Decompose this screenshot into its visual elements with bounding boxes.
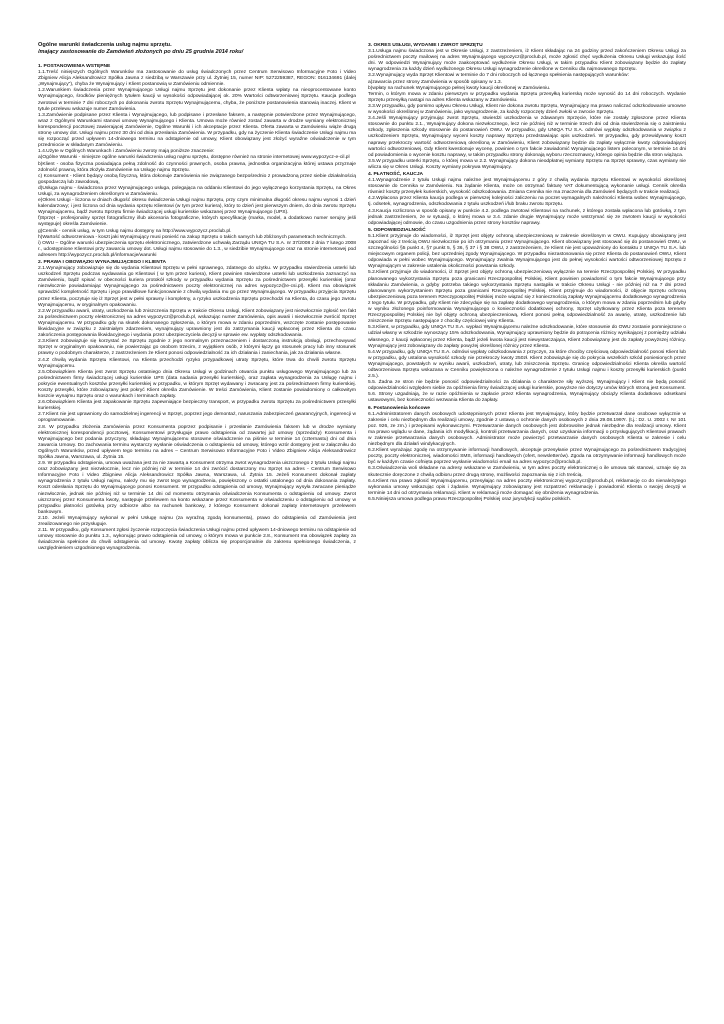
paragraph: 3.3.W przypadku, gdy pomimo upływu Okresu Usługi, Klient nie dokona zwrotu Sprzętu, Wynajmujący ma prawo naliczać odszkodowanie umowne w wysokości określonej w Zamówieniu, jako wynagrodzenie, za każdy rozpoczęty dzień zwłoki w zwrocie Sprzętu. (368, 103, 686, 116)
paragraph: 5.4.W przypadku, gdy UNIQA TU S.A. odmówi wypłaty odszkodowania z przyczyn, za które chociby częściową odpowiedzialność ponosi Klient lub w przypadku, gdy ustalona wysokość szkody nie przekroczy kwoty 250zł. Klient zobowiązuje się do pokrycia wszelkich szkód poniesionych przez Wynajmującego, powstałych w wyniku awarii, uszkodzeń, utraty, lub zniszczenia Sprzętu. Granicę odpowiedzialności Klienta określa wartość odtworzeniowa Sprzętu wskazana w Cenniku powiększona o należne wynagrodzenie z tytułu Usługi najmu i koszty przesyłki kurierskich (punkt 2.5.). (368, 349, 686, 380)
paragraph: 2.2.W przypadku awarii, utraty, uszkodzenia lub zniszczenia Sprzętu w trakcie Okresu Usługi, Klient zobowiązany jest niezwłocznie zgłosić ten fakt za pośrednictwem poczty elektronicznej na adres wypozycz@proclub.pl, wskazując numer Zamówienia, opis awarii i niezwłocznie zwrócić Sprzęt Wynajmującemu. W przypadku gdy na skutek dokonanego zgłoszenia, o którym mowa w zdaniu poprzednim, wszczęte zostanie postępowanie likwidacyjne w związku z zaistniałym zdarzeniem, wynajmujący uprawniony jest do zatrzymania kaucji wpłaconej przez Klienta do czasu zakończenia postępowania likwidacyjnego i wydania przez ubezpieczyciela decyzji w sprawie ew. wypłaty odszkodowania. (38, 308, 356, 339)
paragraph: 2.9. W przypadku odstąpienia, umowa uważana jest za nie zawartą a Konsument otrzyma zwrot wynagrodzenia uiszczonego z tytułu Usługi najmu oraz zobowiązany jest niezwłocznie, lecz nie później niż w terminie 14 dni zwrócić dostarczony mu Sprzęt na adres - Centrum Serwisowo Informacyjne Foto i Video Zbigniew Alicja Aleksandrowicz Spółka Jawna, Warszawa, ul. Żytnia 15. Jeżeli Konsument dokonał zapłaty wynagrodzenia z tytułu Usługi najmu, należy mu się zwrot tego wynagrodzenia, powiększony o ostatki ustalonego od dnia dokonania zapłaty. Koszt odesłania Sprzętu do Wynajmującego ponosi Konsument. W przypadku odstąpienia od umowy, Wynajmujący wysyła zwracane pieniądze niezwłocznie, jednak nie później niż w terminie 14 dni od momentu otrzymania oświadczenia Konsumenta o odstąpieniu od umowy. Zwrot uiszczonej przez Konsumenta kwoty, następuje przelewem na konto wskazane przez Konsumenta w oświadczeniu o odstąpieniu od umowy w przypadku płatności gotówką przy odbiorze albo na rachunek bankowy, z którego Konsument dokonał zapłaty internetowym przelewem bankowym. (38, 461, 356, 515)
document-title: Ogólne warunki świadczenia usług najmu sprzętu. (38, 42, 172, 48)
paragraph: c) Konsument - Klient będący osobą fizyczną, która dokonuje Zamówienia nie związanego bezpośrednio z prowadzoną przez siebie działalnością gospodarczą lub zawodową, (38, 173, 356, 185)
paragraph: b)Klient - osoba fizyczna posiadająca pełną zdolność do czynności prawnych, osoba prawna, jednostka organizacyjna której ustawa przyznaje zdolność prawną, która złożyła Zamówienie na Usługę najmu Sprzętu. (38, 161, 356, 173)
paragraph: a)zawarcia przez strony Zamówienia w sposób opisany w 1.3. (368, 79, 503, 85)
section-heading: 6. Postanowienia końcowe (368, 405, 430, 411)
paragraph: 4.1.Wynagrodzenie z tytułu Usługi najmu należne jest Wynajmującemu z góry z chwilą wydania Sprzętu Klientowi w wysokości określonej stosownie do Cennika w Zamówieniu. Na żądanie Klienta, może on otrzymać fakturę VAT dokumentującą wykonanie usługi. Cennik określa również koszty przesyłek kurierskich, wysokość odszkodowania. Zmiana Cennika nie ma znaczenia dla Zamówień będących w trakcie realizacji. (368, 178, 686, 196)
paragraph: 6.3.Oświadczenia woli składane na adresy wskazane w Zamówieniu, w tym adres poczty elektronicznej o ile umowa tak stanowi, uznaje się za skutecznie doręczone z chwilą odbioru przez drugą stronę, możliwości zapoznania się z ich treścią. (368, 466, 686, 478)
paragraph: 1.2.Warunkiem świadczenia przez Wynajmującego Usługi najmu Sprzętu jest dokonanie przez Klienta wpłaty na nieoprocentowane konto Wynajmującego, środków pieniężnych tytułem kaucji w wysokości odpowiadającej ok. 20% Wartości odtworzeniowej Sprzętu. Kaucja podlega zwrotowi w terminie 7 dni roboczych po dokonaniu zwrotu Sprzętu Wynajmującemu, chyba, że poniższe postanowienia stanowią inaczej. Klient w tytule przelewu wskazuje numer Zamówienia. (38, 88, 356, 112)
paragraph: 5.1.Klient przyjmuje do wiadomości, iż Sprzęt jest objęty ochroną ubezpieczeniową w zakresie określonym w OWU. Kupujący obowiązany jest zapoznać się z treścią OWU niezwłocznie po ich otrzymaniu przez Wynajmującego. Klient obowiązany jest stosować się do postanowień OWU, w szczególności §5 punkt 4, §7 punkt 5, § 36, § 37 i § 38 OWU, z zastrzeżeniem, że Klient nie jest upoważniony do kontaktu z UNIQA TU S.A. lub miejscowym organem policji, bez uprzedniej zgody Wynajmującego. W przypadku niezastosowania się przez Klienta do postanowień OWU, Klient odpowiada w pełni wobec Wynajmującego. Wynajmujący zwalnia Wynajmującego jest do pełnej wysokości wartości odtworzeniowej Sprzętu z Wynajmującym w zakresie ustalenia okoliczności powstania szkody. (368, 233, 686, 270)
section-heading: 5. ODPOWIEDZIALNOŚĆ (368, 227, 426, 233)
section-heading: 4. PŁATNOŚĆ, KAUCJA (368, 171, 424, 177)
section-heading: 2. PRAWA I OBOWIĄZKI WYNAJMUJĄCEGO I KLIENTA (38, 260, 166, 265)
paragraph: d)Usługa najmu - świadczona przez Wynajmującego usługa, polegająca na oddaniu Klientowi do jego wyłącznego korzystania Sprzętu, na Okres Usługi, za wynagrodzeniem określonym w Zamówieniu. (38, 185, 356, 197)
paragraph: 4.3.Kaucja rozliczona w sposób opisany w punkcie 4.2. podlega zwrotowi Klientowi na rachunek, z którego została wpłacona lub gotówką, z tym jednak zastrzeżeniem, że w sytuacji, o której mowa w 3.4. zdanie drugie Wynajmujący może wstrzymać się ze zwrotem kaucji w wysokości odpowiadającej odmowie, do czasu uzgodnienia przez strony kosztów naprawy. (368, 208, 686, 226)
paragraph: 2.4.Z chwilą wydania Sprzętu Klientowi, na Klienta przechodzi ryzyko przypadkowej utraty Sprzętu, które trwa do chwili zwrotu Sprzętu Wynajmującemu. (38, 357, 356, 369)
right-column (368, 42, 686, 1004)
paragraph: 3.1.Usługa najmu świadczona jest w Okresie Usługi, z zastrzeżeniem, iż Klient składając na 24 godziny przed zakończeniem Okresu Usługi za pośrednictwem poczty mailowej na adres Wynajmującego wypozycz@proclub.pl, może zgłosić chęć wydłużenia Okresu Usługi wskazując ilość dni. W odpowiedzi Wynajmujący może zaakceptować wydłużenie Okresu Usługi, w takim przypadku Klient zobowiązany będzie do zapłaty wynagrodzenia za każdy dzień wydłużonego Okresu Usługi wynagrodzenie określone w Cenniku dla najmowanego Sprzętu. (368, 49, 686, 73)
paragraph: 2.5.Obowiązkiem Klienta jest zwrot Sprzętu ostatniego dnia Okresu Usługi w godzinach otwarcia punktu usługowego Wynajmującego lub za pośrednictwem firmy świadczącej usługi kurierskie UPS (data nadania przesyłki kurierskiej), oraz zapłata wynagrodzenia za Usługę najmu i pokrycie ewentualnych kosztów przesyłki kurierskiej w przypadku, w którym Sprzęt wydawany i zwracany jest za pośrednictwem firmy kurierskiej. Koszty przesyłki, które zobowiązany jest pokryć Klient określa Zamówienie. W treści Zamówienia, Klient zostanie powiadomiony o całkowitym koszcie wynajmu Sprzętu oraz o warunkach i terminach zapłaty. (38, 369, 356, 400)
paragraph: 2.1.Wynajmujący zobowiązuje się do wydania Klientowi Sprzętu w pełni sprawnego, zdatnego do użytku. W przypadku stwierdzenia usterki lub uszkodzeń Sprzętu podczas wydawania go Klientowi ( w tym przez kuriera), Klient powinien stwierdzone usterki lub uszkodzenia zaznaczyć na Zamówieniu, bądź spisać w obecności kuriera protokół szkody w przypadku wydania Sprzętu za pośrednictwem przesyłki kurierskiej (oraz niezwłocznie powiadamiając Wynajmującego za pośrednictwem poczty elektronicznej na adres wypozycz@e-csi.pl). Klient ma obowiązek sprawdzić kompletność Sprzętu i jego prawidłowe funkcjonowanie z chwilą wydania mu go przez Wynajmującego. W przypadku przyjęcia Sprzętu przez Klienta, poczytuje się iż Sprzęt jest w pełni sprawny i kompletny, a ryzyko uszkodzenia Sprzętu przechodzi na Klienta, do czasu jego zwrotu Wynajmującemu, w oryginalnym opakowaniu. (38, 266, 356, 308)
paragraph: 6.2.Klient wyrażając zgodę na otrzymywanie informacji handlowych, akceptuje przesyłanie przez Wynajmującego za pośrednictwem tradycyjnej poczty, poczty elektronicznej, wiadomości SMS, informacji handlowych (ofert, newsletterów). Zgoda na otrzymywanie informacji handlowych może być w każdym czasie cofnięta poprzez wysłanie wiadomości email na adres wypozycz@proclub.pl. (368, 448, 686, 466)
paragraph: i) OWU – Ogólne warunki ubezpieczenia sprzętu elektronicznego, zatwierdzone uchwałą Zarządu UNIQA TU S.A. nr 37/2008 z dnia 7 lutego 2008 r., udostępnione Klientowi przy zawarciu umowy dot. Usługi najmu stosownie do 1.3., w siedzibie Wynajmującego oraz na stronie internetowej pod adresem http://wypozycz.proclub.pl/informacje/warunki (38, 240, 356, 258)
paragraph: e)Okres Usługi - liczona w dniach długość okresu świadczenia Usługi najmu Sprzętu, przy czym minimalna długość okresu najmu wynosi 1 dzień kalendarzowy; i jest liczona od dnia wydania sprzętu Klientowi (w tym przez kuriera), który to dzień jest pierwszym dniem, do dnia zwrotu Sprzętu Wynajmującemu, bądź zwrotu Sprzętu firmie świadczącej usługi kurierskie wskazanej przez Wynajmującego (UPS). (38, 198, 356, 216)
paragraph: 2.8. W przypadku złożenia Zamówienia przez Konsumenta poprzez podpisanie i przesłanie Zamówienia faksem lub w drodze wymiany elektronicznej korespondencji pocztowej, Konsumentowi przysługuje prawo odstąpienia od zawartej już umowy (sprzedaży) Konsumenta i Wynajmującego bez podania przyczyny, składając Wynajmującemu stosowne oświadczenie na piśmie w terminie 14 (czternastu) dni od dnia zawarcia Umowy. Do zachowania terminu wystarczy wysłanie oświadczenia o odstąpieniu od umowy, którego wzór dostępny jest w załączniku do Ogólnych Warunków, przed upływem tego terminu na adres – Centrum Serwisowo Informacyjne Foto i Video Zbigniew Alicja Aleksandrowicz Spółka Jawna, Warszawa, ul. Żytnia 15. (38, 424, 356, 460)
paragraph: 1.1.Treść niniejszych Ogólnych Warunków ma zastosowanie do usług świadczonych przez Centrum Serwisowo Informacyjne Foto i Video Zbigniew Alicja Aleksandrowicz Spółka Jawna z siedzibą w Warszawie przy ul. Żytniej 15, numer NIP: 5272259387, REGON: 016134691 (dalej „Wynajmujący"), chyba że Wynajmujący i Klient postanowią w Zamówieniu odmiennie. (38, 70, 356, 88)
paragraph: 5.6. Strony uzgadniają, że w razie opóźnienia w zapłacie przez Klienta wynagrodzenia, Wynajmujący obciąży Klienta dodatkowo odsetkami ustawowymi, bez konieczności wezwania Klienta do zapłaty. (368, 392, 686, 404)
paragraph: b)wpłaty na rachunek Wynajmującego pełnej kwoty kaucji określonej w Zamówieniu. (368, 85, 551, 91)
paragraph: 1.4.Użyte w Ogólnych Warunkach i Zamówieniu zwroty mają poniższe znaczenie: (38, 149, 215, 155)
paragraph: 2.10. Jeżeli Wynajmujący wykonał w pełni Usługę najmu (za wyraźną zgodą konsumenta), prawo do odstąpienia od Zamówienia jest zrealizowanego nie przysługuje. (38, 515, 356, 528)
paragraph: 3.5.W przypadku usterki Sprzętu, o której mowa w 2.2. Wynajmujący dokona nieodpłatnej wymiany Sprzętu na Sprzęt sprawny, czas wymiany nie wlicza się w Okres Usługi. Koszty wymiany pokrywa Wynajmujący. (368, 158, 686, 170)
section-heading: 1. POSTANOWIENIA WSTĘPNE (38, 64, 111, 69)
paragraph: 4.2.Wpłacona przez Klienta kaucja podlega w pierwszej kolejności zaliczeniu na poczet wymagalnych należności Klienta wobec Wynajmującego, tj. odsetek, wynagrodzenia, odszkodowania z tytułu uszkodzeń i/lub braku zwrotu Sprzętu. (368, 196, 686, 208)
paragraph: g)Cennik - cennik usług, w tym Usług najmu dostępny na http://www.wypozycz.proclub.pl. (38, 228, 232, 234)
paragraph: a)Ogólne Warunki - niniejsze ogólne warunki świadczenia usług najmu sprzętu, dostępne również na stronie internetowej www.wypozycz-e-cil.pl (38, 155, 350, 161)
paragraph: f)Sprzęt - profesjonalny sprzęt fotograficzny i/lub akcesoria fotograficzne, których specyfikację (marka, model, a dodatkowo numer serujny jeśli występuje) określa Zamówienie. (38, 216, 356, 228)
paragraph: 2.6.Obowiązkiem Klienta jest zapakowanie Sprzętu zapewniające bezpieczny transport, w przypadku zwrotu Sprzętu za pośrednictwem przesyłki kurierskiej. (38, 400, 356, 412)
paragraph: 6.4.Klient ma prawo zgłosić Wynajmującemu, przesyłając na adres poczty elektronicznej wypozycz@proclub.pl, reklamację co do nienależytego wykonania umowy wskazując opis i żądanie. Wynajmujący zobowiązany jest rozpatrzeć reklamację i powiadomić Klienta o swojej decyzji w terminie 14 dni od otrzymania reklamacji. Klient w reklamacji może domagać się obniżenia wynagrodzenia. (368, 478, 686, 496)
paragraph: 5.2.Klient przyjmuje do wiadomości, iż Sprzęt jest objęty ochroną ubezpieczeniową wyłącznie na terenie Rzeczpospolitej Polskiej. W przypadku planowanego wykorzystania Sprzętu poza granicami Rzeczpospolitej Polskiej, Klient powinien powiadomić o tym fakcie Wynajmującego przy składaniu Zamówienia, a gdyby potrzeba takiego wykorzystania Sprzętu nastąpiła w trakcie Okresu Usługi - nie później niż na 7 dni przed planowanym wykorzystaniem Sprzętu poza granicami Rzeczpospolitej Polskiej. Klient przyjmuje do wiadomości, iż objęcie Sprzętu ochroną ubezpieczeniową poza terenem Rzeczypospolitej Polskiej może wiązać się z koniecznością zapłaty Wynajmującemu dodatkowego wynagrodzenia z tego tytułu. W przypadku, gdy Klient nie zdecyduje się na zapłatę dodatkowego wynagrodzenia, o którym mowa w zdaniu poprzednim lub gdyby w wyniku złożonego poinformowania Wynajmującego o konieczności dodatkowej ochrony, Sprzęt użytkowany przez Klienta poza terenem Rzeczypospolitej Polskiej nie był objęty ochroną ubezpieczeniową, Klient ponosi pełną odpowiedzialność za awarię, utratę, uszkodzenie lub zniszczenie Sprzętu następujące z chociby częściowej winy Klienta. (368, 270, 686, 325)
paragraph: h)Wartość odtworzeniowa - koszt jaki Wynajmujący musi ponieść na zakup Sprzętu o takich samych lub zbliżonych parametrach technicznych. (38, 234, 347, 240)
paragraph: 6.5.Niniejsza umowa podlega prawu Rzeczpospolitej Polskiej oraz jurysdykcji sądów polskich. (368, 496, 572, 502)
document-subtitle: /mający zastosowanie do Zamówień złożonych po dniu 25 grudnia 2014 roku/ (38, 49, 244, 55)
paragraph: Termin, o którym mowa w zdaniu pierwszym w przypadku wydania Sprzętu przesyłką kurierską może wynosić do 14 dni roboczych. Wydanie Sprzętu przesyłką nastąpi na adres Klienta wskazany w Zamówieniu. (368, 91, 686, 103)
paragraph: 6.1.Administratorem danych osobowych udostępnionych przez Klienta jest Wynajmujący, który będzie przetwarzał dane osobowe wyłącznie w zakresie i celu niezbędnym dla realizacji umowy, zgodnie z ustawą o ochronie danych osobowych z dnia 29.08.1997r. (t.j.: Dz. U. 2002 r. Nr 101 poz. 926, ze zm.) i przepisami wykonawczymi. Przetwarzanie danych osobowych jest dobrowolne jednak niezbędne dla realizacji umowy. Klient ma prawo wglądu w dane, żądania ich modyfikacji, kontroli przetwarzania danych, oraz uzyskania informacji o przysługujących Klientowi prawach w zakresie przetwarzania danych osobowych. Administrator może powierzyć przetwarzanie danych osobowych Klienta w zakresie i celu niezbędnym dla działań windykacyjnych. (368, 411, 686, 448)
paragraph: 5.3.Klient, w przypadku, gdy UNIQA TU S.A. wypłaci Wynajmującemu należne odszkodowanie, które stosownie do OWU zostanie pomniejszone o udział własny w szkodzie wynoszący 15% odszkodowania, Wynajmujący uprawniony będzie do potrącenia różnicy wynikającej z pomiędzy udziału własnego, z kaucji wpłaconej przez Klienta, bądź jeżeli kwota kaucji jest niewystarczająca, Klient zobowiązany jest do zapłaty powyższej różnicy. Wynajmujący jest zobowiązany do zapłaty powyżej określonej różnicy przez Klienta. (368, 325, 686, 349)
paragraph: 5.5. Żadna ze stron nie będzie ponosić odpowiedzialności za działania o charakterze siły wyższej. Wynajmujący i Klient nie będą ponosić odpowiedzialności względem siebie za opóźnienia firmy świadczącej usługi kurierskie, powyższe nie dotyczy umów których stroną jest Konsument. (368, 380, 686, 392)
paragraph: 2.3.Klient zobowiązuje się korzystać ze Sprzętu zgodnie z jego normalnym przeznaczeniem i dostarczoną instrukcją obsługi, przechowywać Sprzęt w oryginalnym opakowaniu, nie powierzając go osobom trzecim, z wyjątkiem osób, z którymi łączy go stosunek pracy lub inny stosunek prawny o podobnym charakterze, z zastrzeżeniem że Klient ponosi odpowiedzialność za ich działania i zaniechania, jak za działania własne. (38, 339, 356, 357)
paragraph: 2.11. W przypadku, gdy Konsument zgłosi życzenie rozpoczęcia świadczenia Usługi najmu przed upływem 14-dniowego terminu na odstąpienie od umowy stosownie do punktu 1.3., wykonując prawo odstąpienia od umowy, o którym mowa w punkcie 2.8., Konsument ma obowiązek zapłaty za świadczenia spełnione do chwili odstąpienia od umowy. Kwotę zapłaty oblicza się proporcjonalnie do zakresu spełnionego świadczenia, z uwzględnieniem uzgodnionego wynagrodzenia. (38, 528, 356, 552)
paragraph: 3.4.Jeśli Wynajmujący przyjmując zwrot Sprzętu, stwierdzi uszkodzenia w zdawanym Sprzęcie, które nie zostały zgłoszone przez Klienta stosownie do punktu 2.1., Wynajmujący dokona niezwłocznego, lecz nie później niż w terminie trzech dni od dnia stwierdzenia się o zaistnieniu szkody, zgłoszenia szkody stosownie do postanowień OWU. W przypadku, gdy UNIQA TU S.A. odmówi wypłaty odszkodowania w związku z uszkodzeniem Sprzętu, Wynajmujący wyceni koszty naprawy Sprzętu przedstawiając opis uszkodzeń. W przypadku, gdy przewidywany koszt naprawy przekroczy wartość odtworzeniową określoną w Zamówieniu, Klient zobowiązany będzie do zapłaty wyłącznie kwoty odpowiadającej wartości odtworzeniowej. Gdy Klient kwestionuje wycenę, powinien o tym fakcie zawiadomić Wynajmującego listem poleconym, w terminie 14 dni od powiadomienia o wycenie kosztu naprawy, w takim przypadku strony dokonają wyboru rzeczoznawcy, którego opinia będzie dla stron wiążąca. (368, 116, 686, 158)
paragraph: 1.3.Zamówienie podpisane przez Klienta i Wynajmującego, lub podpisane i przesłane faksem, a następnie potwierdzone przez Wynajmującego, wraz z Ogólnymi Warunkami stanowi umowę Wynajmującego i Klienta. Umowa może również zostać zawarta w drodze wymiany elektronicznej korespondencji pocztowej zawierającej Zamówienie, Ogólne Warunki i ich akceptacje przez Klienta. Oferta zawarta w Zamówieniu wiąże drugą stronę umowy dot. Usługi najmu przez 30 dni od dnia przesłania Zamówienia. W przypadku, gdy na życzenie Klienta świadczenie Usługi najmu ma się rozpocząć przed upływem 14-dniowego terminu na odstąpienie od umowy, Klient obowiązany jest złożyć wyraźne oświadczenie w tym przedmiocie w składanym Zamówieniu. (38, 112, 356, 149)
section-heading: 3. OKRES USŁUGI, WYDANIE I ZWROT SPRZĘTU (368, 43, 483, 48)
paragraph: 3.2.Wynajmujący wyda Sprzęt Klientowi w terminie do 7 dni roboczych od łącznego spełnienia następujących warunków: (368, 73, 629, 79)
left-column (38, 42, 356, 1004)
paragraph: 2.7.Klient nie jest uprawniony do samodzielnej ingerencji w Sprzęt, poprzez jego demontaż, naruszania zabezpieczeń gwarancyjnych, ingerencji w oprogramowanie. (38, 412, 356, 424)
